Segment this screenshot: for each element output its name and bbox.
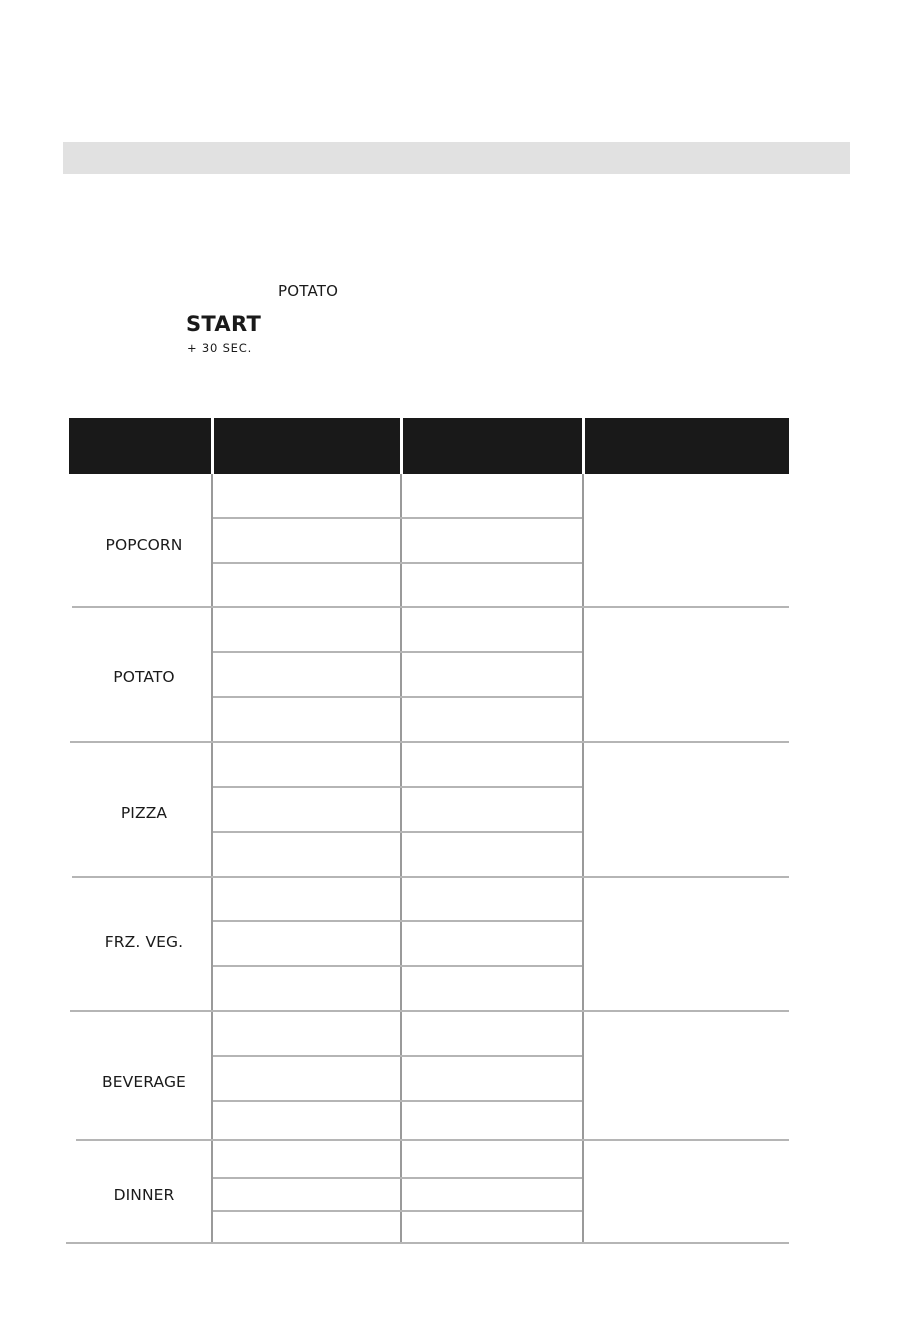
column-divider <box>582 474 584 1244</box>
table-row-divider <box>213 786 582 788</box>
section-title-bar <box>63 142 850 174</box>
table-row-divider <box>213 965 582 967</box>
table-row-divider <box>213 920 582 922</box>
table-header-cell-food <box>69 418 211 474</box>
food-label-pizza: PIZZA <box>120 804 168 822</box>
table-group-divider <box>72 876 789 878</box>
table-row-divider <box>213 1055 582 1057</box>
table-header-cell-time <box>403 418 582 474</box>
table-group-divider <box>76 1139 789 1141</box>
food-label-potato: POTATO <box>113 668 175 686</box>
start-key-sublabel: + 30 SEC. <box>187 341 253 355</box>
column-divider <box>400 474 402 1244</box>
table-row-divider <box>213 562 582 564</box>
table-row-divider <box>213 1177 582 1179</box>
table-row-divider <box>213 1100 582 1102</box>
column-divider <box>211 474 213 1244</box>
food-label-dinner: DINNER <box>113 1186 175 1204</box>
potato-key-label: POTATO <box>278 282 339 300</box>
food-label-beverage: BEVERAGE <box>102 1073 186 1091</box>
table-group-divider <box>72 606 789 608</box>
table-header-cell-amount <box>214 418 400 474</box>
table-group-divider <box>66 1242 789 1244</box>
table-header-cell-notes <box>585 418 789 474</box>
table-group-divider <box>70 741 789 743</box>
table-row-divider <box>213 651 582 653</box>
table-group-divider <box>70 1010 789 1012</box>
food-label-popcorn: POPCORN <box>105 536 183 554</box>
table-row-divider <box>213 831 582 833</box>
table-row-divider <box>213 696 582 698</box>
table-row-divider <box>213 517 582 519</box>
start-key-label: START <box>186 312 262 336</box>
table-row-divider <box>213 1210 582 1212</box>
food-label-frz-veg: FRZ. VEG. <box>104 933 184 951</box>
